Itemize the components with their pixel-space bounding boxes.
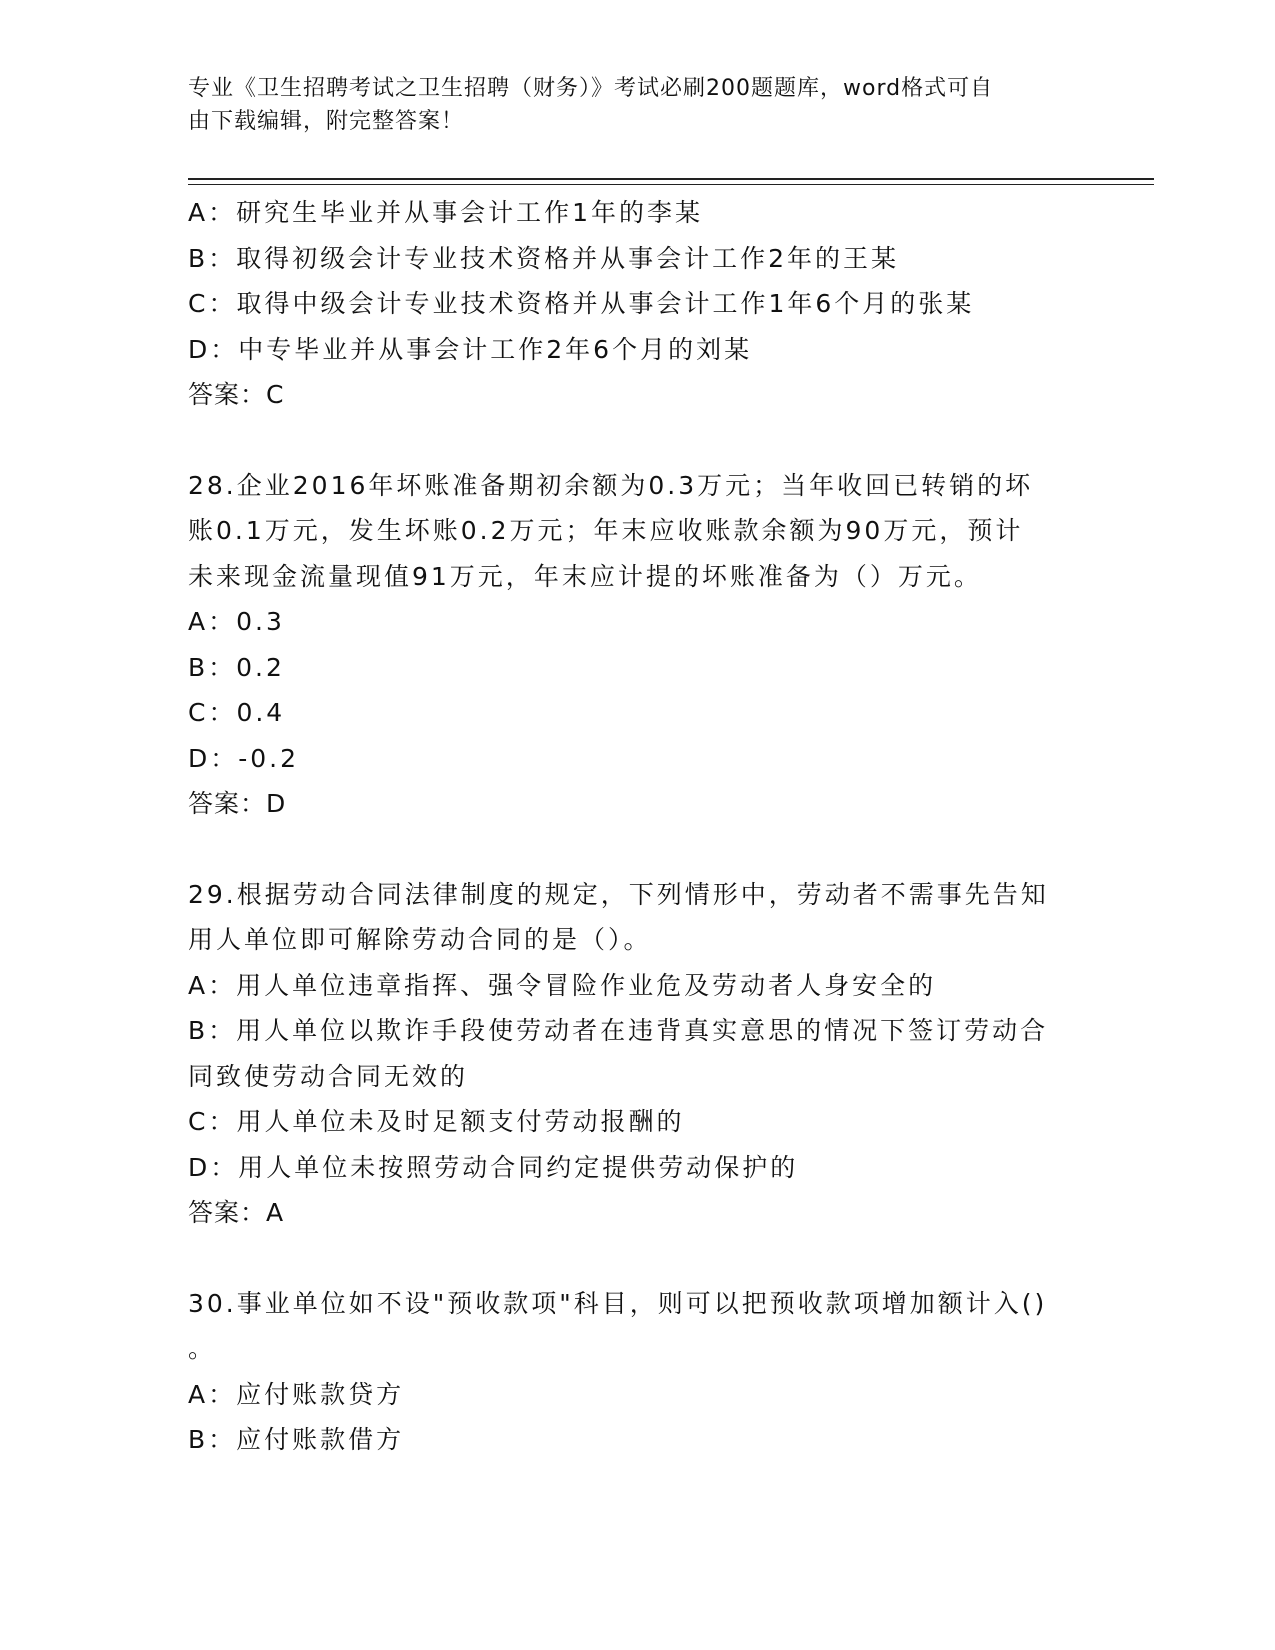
option-a: A：研究生毕业并从事会计工作1年的李某 — [188, 198, 704, 227]
option-c: C：用人单位未及时足额支付劳动报酬的 — [188, 1107, 685, 1136]
document-header — [188, 72, 1088, 138]
option-b: B：应付账款借方 — [188, 1425, 405, 1454]
option-b: B：用人单位以欺诈手段使劳动者在违背真实意思的情况下签订劳动合 — [188, 1016, 1049, 1045]
question-stem-line: 。 — [188, 1334, 217, 1363]
header-divider-thin — [188, 184, 1154, 185]
header-line-1: 专业《卫生招聘考试之卫生招聘（财务）》考试必刷200题题库，word格式可自 — [188, 76, 994, 101]
question-stem-line: 30.事业单位如不设"预收款项"科目，则可以把预收款项增加额计入() — [188, 1288, 1048, 1318]
option-c: C：取得中级会计专业技术资格并从事会计工作1年6个月的张某 — [188, 289, 975, 318]
option-c: C：0.4 — [188, 698, 286, 727]
question-stem-line: 29.根据劳动合同法律制度的规定，下列情形中，劳动者不需事先告知 — [188, 879, 1049, 909]
question-stem-line: 未来现金流量现值91万元，年末应计提的坏账准备为（）万元。 — [188, 561, 982, 591]
option-d: D：中专毕业并从事会计工作2年6个月的刘某 — [188, 334, 753, 364]
question-27-continued — [188, 190, 1088, 418]
question-30 — [188, 1281, 1088, 1463]
header-divider-thick — [188, 178, 1154, 180]
question-28 — [188, 463, 1088, 827]
option-d: D：-0.2 — [188, 743, 300, 773]
header-line-2: 由下载编辑，附完整答案！ — [188, 109, 465, 134]
question-29 — [188, 872, 1088, 1236]
answer: 答案：C — [188, 380, 285, 409]
option-a: A：应付账款贷方 — [188, 1379, 405, 1409]
answer: 答案：A — [188, 1198, 285, 1227]
option-b: B：取得初级会计专业技术资格并从事会计工作2年的王某 — [188, 243, 900, 273]
option-a: A：用人单位违章指挥、强令冒险作业危及劳动者人身安全的 — [188, 970, 937, 1000]
question-content — [188, 190, 1088, 1463]
question-stem-line: 28.企业2016年坏账准备期初余额为0.3万元；当年收回已转销的坏 — [188, 470, 1034, 500]
answer: 答案：D — [188, 789, 287, 818]
option-b-continued: 同致使劳动合同无效的 — [188, 1061, 469, 1091]
option-d: D：用人单位未按照劳动合同约定提供劳动保护的 — [188, 1152, 799, 1182]
option-b: B：0.2 — [188, 652, 285, 682]
question-stem-line: 用人单位即可解除劳动合同的是（）。 — [188, 925, 652, 954]
option-a: A：0.3 — [188, 607, 285, 636]
question-stem-line: 账0.1万元，发生坏账0.2万元；年末应收账款余额为90万元，预计 — [188, 516, 1024, 545]
